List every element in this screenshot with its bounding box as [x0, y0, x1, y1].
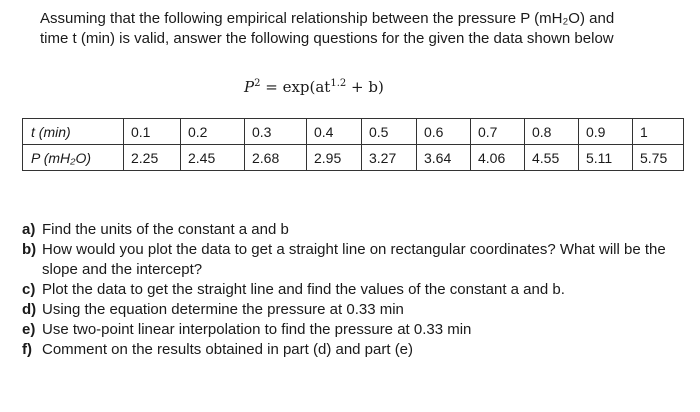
time-row	[23, 119, 684, 145]
time-cell: 0.4	[307, 119, 362, 145]
time-cell: 0.5	[362, 119, 417, 145]
question-text: How would you plot the data to get a straight line on rectangular coordinates? What will be the slope and the intercept?	[42, 241, 666, 278]
equation-time-exponent: 1.2	[330, 78, 347, 89]
question-text: Using the equation determine the pressure at 0.33 min	[42, 301, 404, 318]
pressure-cell: 2.95	[307, 145, 362, 171]
time-cell: 0.3	[245, 119, 307, 145]
question-item	[22, 240, 682, 280]
equation-lhs-exponent: 2	[254, 78, 261, 89]
pressure-cell: 3.27	[362, 145, 417, 171]
intro-line-2: time t (min) is valid, answer the following questions for the given the data shown below	[40, 30, 614, 47]
question-letter: d)	[22, 301, 37, 318]
pressure-row	[23, 145, 684, 171]
equation-rhs: + b)	[346, 78, 384, 96]
time-cell: 0.7	[471, 119, 525, 145]
equation-middle: = exp(at	[260, 78, 331, 96]
time-cell: 0.8	[525, 119, 579, 145]
question-item	[22, 300, 682, 320]
data-table	[22, 118, 684, 171]
time-cell: 0.1	[124, 119, 181, 145]
question-item	[22, 280, 682, 300]
question-text: Plot the data to get the straight line and find the values of the constant a and b.	[42, 281, 565, 298]
pressure-cell: 4.55	[525, 145, 579, 171]
empirical-equation	[244, 78, 384, 96]
question-letter: c)	[22, 281, 36, 298]
question-item	[22, 320, 682, 340]
pressure-cell: 2.25	[124, 145, 181, 171]
time-cell: 0.6	[417, 119, 471, 145]
pressure-cell: 4.06	[471, 145, 525, 171]
time-row-header: t (min)	[23, 119, 124, 145]
pressure-cell: 5.11	[579, 145, 633, 171]
question-letter: e)	[22, 321, 36, 338]
problem-intro	[40, 9, 680, 49]
question-item	[22, 340, 682, 360]
equation-lhs: P	[244, 78, 255, 96]
question-text: Use two-point linear interpolation to find the pressure at 0.33 min	[42, 321, 472, 338]
pressure-cell: 5.75	[633, 145, 684, 171]
question-text: Find the units of the constant a and b	[42, 221, 289, 238]
question-item	[22, 220, 682, 240]
time-cell: 1	[633, 119, 684, 145]
pressure-cell: 3.64	[417, 145, 471, 171]
pressure-cell: 2.45	[181, 145, 245, 171]
pressure-cell: 2.68	[245, 145, 307, 171]
time-cell: 0.9	[579, 119, 633, 145]
question-text: Comment on the results obtained in part (d) and part (e)	[42, 341, 414, 358]
intro-line-1: Assuming that the following empirical relationship between the pressure P (mH₂O) and	[40, 10, 615, 27]
pressure-row-header: P (mH₂O)	[23, 145, 124, 171]
question-list	[22, 220, 682, 360]
question-letter: b)	[22, 241, 37, 258]
question-letter: a)	[22, 221, 36, 238]
time-cell: 0.2	[181, 119, 245, 145]
question-letter: f)	[22, 341, 32, 358]
